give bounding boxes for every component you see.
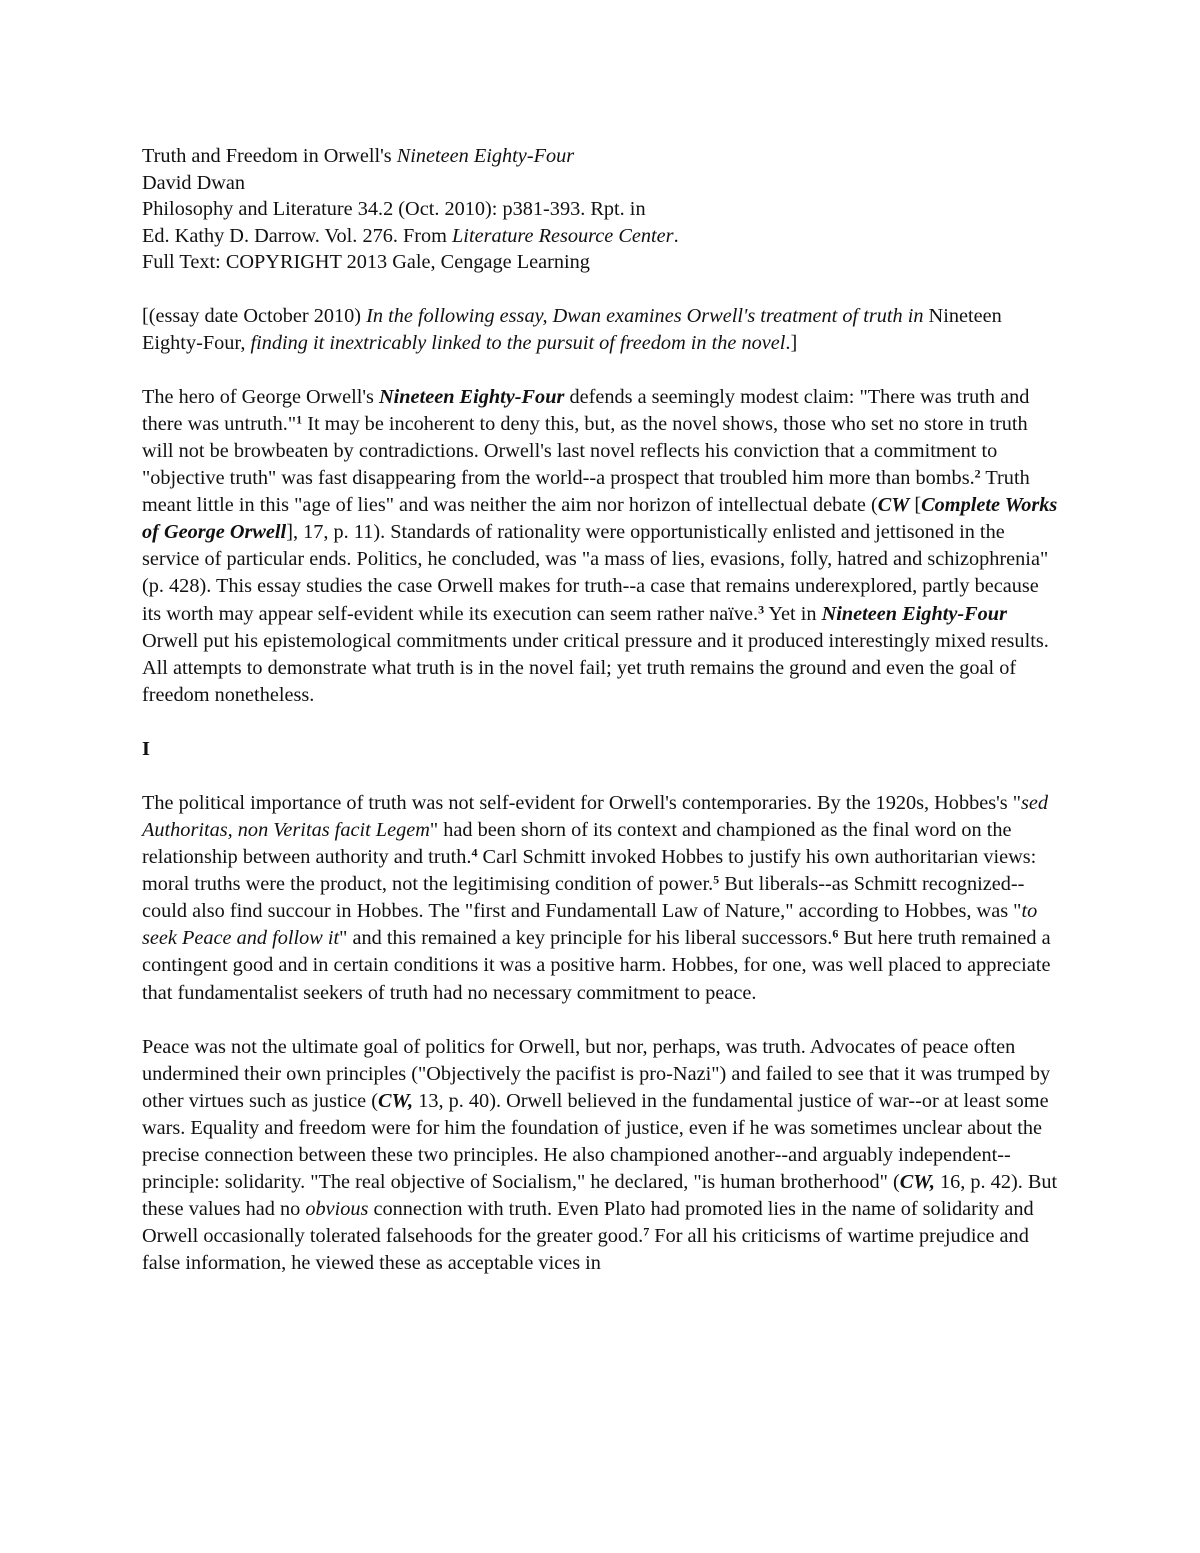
text: Yet in [764, 602, 822, 625]
editor-note-title: Nineteen Eighty-Four, [142, 304, 1002, 354]
editor-note-italic-1: In the following essay, Dwan examines Orwell's treatment of truth in [366, 304, 924, 327]
text: [ [909, 494, 922, 517]
footnote-ref: 4 [471, 845, 478, 860]
text: 13, p. 40). Orwell believed in the fundamental justice of war--or at least some wars. Equality and freedom were for him the foundation of justice, even if he was sometimes unclear about the precise connection between these two principles. He also championed another--and arguably independent--principle: solidarity. "The real objective of Socialism," he declared, "is human brotherhood" ( [142, 1089, 1049, 1194]
paragraph-1 [142, 384, 1058, 709]
novel-title: Nineteen Eighty-Four [379, 385, 565, 408]
text: " had been shorn of its context and championed as the final word on the relationship between authority and truth. [142, 819, 1012, 869]
text: defends a seemingly modest claim: "There was truth and there was untruth." [142, 385, 1030, 435]
latin-quote: sed Authoritas, non Veritas facit Legem [142, 791, 1049, 841]
text: Peace was not the ultimate goal of politics for Orwell, but nor, perhaps, was truth. Advocates of peace often undermined their own principles ("Objectively the pacifist is pro-Nazi") and failed to see that it was trumped by other virtues such as justice ( [142, 1035, 1051, 1112]
text: Carl Schmitt invoked Hobbes to justify his own authoritarian views: moral truths were the product, not the legitimising condition of power. [142, 846, 1037, 896]
text: ], 17, p. 11). Standards of rationality were opportunistically enlisted and jettisoned in the service of particular ends. Politics, he concluded, was "a mass of lies, evasions, folly, hatred and schizophrenia" (p. 428). This essay studies the case Orwell makes for truth--a case that remains underexplored, partly because its worth may appear self-evident while its execution can seem rather naïve. [142, 521, 1049, 625]
editor-note-open: [(essay date October 2010) [142, 304, 367, 327]
text: Orwell put his epistemological commitments under critical pressure and it produced interestingly mixed results. All attempts to demonstrate what truth is in the novel fail; yet truth remains the ground and even the goal of freedom nonetheless. [142, 629, 1049, 706]
footnote-ref: 2 [974, 466, 981, 481]
novel-title: Nineteen Eighty-Four [396, 145, 575, 167]
cw-full-title: Complete Works of George Orwell [142, 494, 1058, 544]
editor-note [142, 303, 1058, 357]
title-text: Truth and Freedom in Orwell's [142, 145, 397, 167]
text: The hero of George Orwell's [142, 385, 379, 408]
text: connection with truth. Even Plato had promoted lies in the name of solidarity and Orwell occasionally tolerated falsehoods for the greater good. [142, 1198, 1034, 1248]
footnote-ref: 5 [713, 872, 720, 887]
editor-note-close: .] [785, 331, 798, 354]
footnote-ref: 1 [296, 412, 303, 427]
paragraph-3 [142, 1034, 1058, 1278]
text: The political importance of truth was not self-evident for Orwell's contemporaries. By the 1920s, Hobbes's " [142, 791, 1022, 814]
emphasis: obvious [305, 1198, 369, 1221]
citation-text: Ed. Kathy D. Darrow. Vol. 276. From [142, 224, 453, 247]
cw-abbrev: CW, [378, 1089, 414, 1112]
text: But liberals--as Schmitt recognized--could also find succour in Hobbes. The "first and Fundamentall Law of Nature," according to Hobbes, was " [142, 873, 1025, 923]
paragraph-2 [142, 790, 1058, 1007]
text: For all his criticisms of wartime prejudice and false information, he viewed these as acceptable vices in [142, 1225, 1029, 1275]
text: But here truth remained a contingent good and in certain conditions it was a positive harm. Hobbes, for one, was well placed to appreciate that fundamentalist seekers of truth had no necessary commitment to peace. [142, 927, 1051, 1004]
citation-line-1: Philosophy and Literature 34.2 (Oct. 2010): p381-393. Rpt. in [142, 198, 646, 221]
cw-abbrev: CW, [899, 1171, 935, 1194]
essay-title [142, 143, 1058, 170]
hobbes-quote: to seek Peace and follow it [142, 900, 1038, 950]
text: 16, p. 42). But these values had no [142, 1171, 1058, 1221]
editor-note-italic-2: finding it inextricably linked to the pursuit of freedom in the novel [250, 331, 786, 354]
footnote-ref: 7 [643, 1224, 650, 1239]
citation-line-2 [142, 223, 1058, 250]
text: " and this remained a key principle for his liberal successors. [339, 927, 833, 950]
text: It may be incoherent to deny this, but, as the novel shows, those who set no store in truth will not be browbeaten by contradictions. Orwell's last novel reflects his conviction that a commitment to "objective truth" was fast disappearing from the world--a prospect that troubled him more than bombs. [142, 412, 1028, 490]
footnote-ref: 3 [758, 601, 765, 616]
copyright-line: Full Text: COPYRIGHT 2013 Gale, Cengage Learning [142, 251, 590, 274]
text: Truth meant little in this "age of lies" and was neither the aim nor horizon of intellectual debate ( [142, 467, 1030, 517]
source-name: Literature Resource Center [452, 224, 674, 247]
cw-abbrev: CW [877, 494, 910, 517]
section-heading: I [142, 737, 150, 760]
novel-title: Nineteen Eighty-Four [821, 602, 1007, 625]
footnote-ref: 6 [832, 926, 839, 941]
author-name: David Dwan [142, 171, 246, 194]
citation-end: . [673, 224, 679, 247]
